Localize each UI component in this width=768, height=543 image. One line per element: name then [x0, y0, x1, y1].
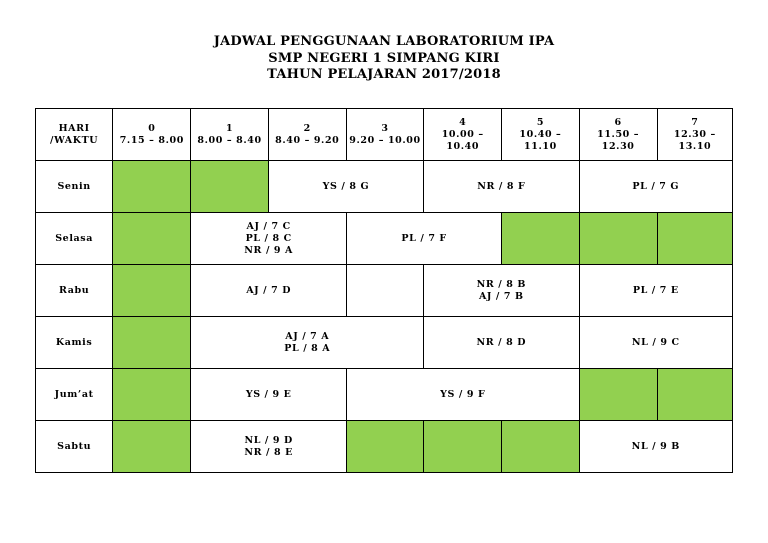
booking-cell: NL / 9 C: [579, 317, 732, 369]
free-slot: [113, 317, 191, 369]
booking-cell: NR / 8 F: [424, 161, 579, 213]
header-period-5: 5 10.40 – 11.10: [502, 109, 579, 161]
booking-cell: YS / 9 F: [346, 369, 579, 421]
row-rabu: [36, 265, 733, 317]
free-slot: [113, 421, 191, 473]
header-period-6: 6 11.50 – 12.30: [579, 109, 657, 161]
row-senin: [36, 161, 733, 213]
day-label-kamis: Kamis: [36, 317, 113, 369]
header-period-4: 4 10.00 – 10.40: [424, 109, 502, 161]
day-label-jumat: Jum’at: [36, 369, 113, 421]
booking-cell: NR / 8 D: [424, 317, 579, 369]
free-slot: [113, 369, 191, 421]
booking-cell: AJ / 7 C PL / 8 C NR / 9 A: [191, 213, 346, 265]
free-slot: [113, 265, 191, 317]
free-slot: [113, 213, 191, 265]
booking-cell: NL / 9 D NR / 8 E: [191, 421, 346, 473]
day-label-selasa: Selasa: [36, 213, 113, 265]
booking-cell: NR / 8 B AJ / 7 B: [424, 265, 579, 317]
booking-cell: AJ / 7 A PL / 8 A: [191, 317, 424, 369]
booking-cell: AJ / 7 D: [191, 265, 346, 317]
booking-cell: YS / 9 E: [191, 369, 346, 421]
free-slot: [579, 369, 657, 421]
header-period-7: 7 12.30 – 13.10: [657, 109, 732, 161]
row-kamis: [36, 317, 733, 369]
free-slot: [113, 161, 191, 213]
document-title: [0, 34, 768, 84]
header-period-1: 1 8.00 – 8.40: [191, 109, 268, 161]
booking-cell: PL / 7 G: [579, 161, 732, 213]
header-row: [36, 109, 733, 161]
free-slot: [502, 213, 579, 265]
free-slot: [191, 161, 268, 213]
header-period-0: 0 7.15 – 8.00: [113, 109, 191, 161]
header-period-3: 3 9.20 – 10.00: [346, 109, 423, 161]
empty-cell: [346, 265, 423, 317]
free-slot: [657, 369, 732, 421]
free-slot: [346, 421, 423, 473]
title-line-3: TAHUN PELAJARAN 2017/2018: [267, 67, 501, 82]
header-period-2: 2 8.40 – 9.20: [268, 109, 346, 161]
booking-cell: PL / 7 E: [579, 265, 732, 317]
booking-cell: YS / 8 G: [268, 161, 423, 213]
row-selasa: [36, 213, 733, 265]
schedule-table: [35, 108, 733, 473]
day-label-sabtu: Sabtu: [36, 421, 113, 473]
booking-cell: NL / 9 B: [579, 421, 732, 473]
title-line-2: SMP NEGERI 1 SIMPANG KIRI: [268, 50, 500, 66]
header-day-cell: HARI /WAKTU: [36, 109, 113, 161]
day-label-rabu: Rabu: [36, 265, 113, 317]
row-jumat: [36, 369, 733, 421]
free-slot: [579, 213, 657, 265]
booking-cell: PL / 7 F: [346, 213, 501, 265]
row-sabtu: [36, 421, 733, 473]
free-slot: [424, 421, 502, 473]
free-slot: [502, 421, 579, 473]
day-label-senin: Senin: [36, 161, 113, 213]
title-line-1: JADWAL PENGGUNAAN LABORATORIUM IPA: [213, 34, 555, 49]
free-slot: [657, 213, 732, 265]
